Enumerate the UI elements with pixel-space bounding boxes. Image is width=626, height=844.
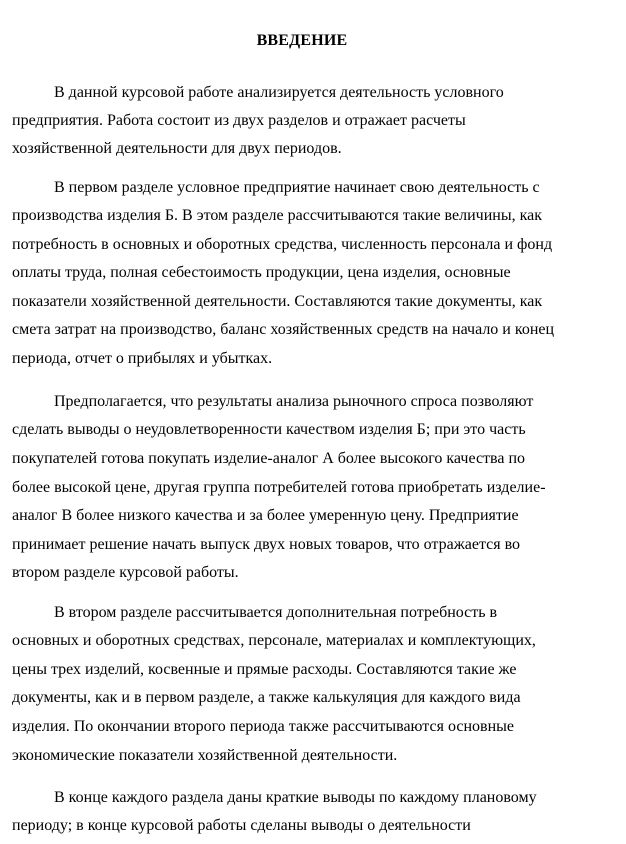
paragraph-1-line-3: хозяйственной деятельности для двух периодов. — [12, 140, 342, 157]
paragraph-4-line-4: документы, как и в первом разделе, а также калькуляция для каждого вида — [12, 689, 521, 706]
paragraph-4-line-5: изделия. По окончании второго периода также рассчитываются основные — [12, 718, 514, 735]
paragraph-4-line-3: цены трех изделий, косвенные и прямые расходы. Составляются такие же — [12, 661, 517, 678]
paragraph-3-line-5: аналог В более низкого качества и за более умеренную цену. Предприятие — [12, 507, 519, 524]
paragraph-2-line-1: В первом разделе условное предприятие начинает свою деятельность с — [54, 179, 540, 196]
paragraph-2-line-2: производства изделия Б. В этом разделе рассчитываются такие величины, как — [12, 207, 542, 224]
paragraph-3-line-1: Предполагается, что результаты анализа рыночного спроса позволяют — [54, 393, 534, 410]
page-title: ВВЕДЕНИЕ — [256, 32, 348, 49]
paragraph-5-line-1: В конце каждого раздела даны краткие выводы по каждому плановому — [54, 789, 537, 806]
paragraph-5-line-2: периоду; в конце курсовой работы сделаны выводы о деятельности — [12, 817, 471, 834]
paragraph-3-line-2: сделать выводы о неудовлетворенности качеством изделия Б; при это часть — [12, 421, 526, 438]
paragraph-1-line-1: В данной курсовой работе анализируется деятельность условного — [54, 84, 504, 101]
paragraph-1-line-2: предприятия. Работа состоит из двух разделов и отражает расчеты — [12, 112, 466, 129]
paragraph-4-line-6: экономические показатели хозяйственной деятельности. — [12, 747, 398, 764]
paragraph-3-line-6: принимает решение начать выпуск двух новых товаров, что отражается во — [12, 536, 521, 553]
paragraph-2-line-4: оплаты труда, полная себестоимость продукции, цена изделия, основные — [12, 264, 511, 281]
paragraph-2-line-7: периода, отчет о прибылях и убытках. — [12, 350, 273, 367]
paragraph-3-line-7: втором разделе курсовой работы. — [12, 564, 239, 581]
paragraph-4-line-2: основных и оборотных средствах, персонале, материалах и комплектующих, — [12, 632, 536, 649]
paragraph-2-line-5: показатели хозяйственной деятельности. Составляются такие документы, как — [12, 293, 543, 310]
paragraph-3-line-4: более высокой цене, другая группа потребителей готова приобретать изделие- — [12, 479, 546, 496]
paragraph-2-line-3: потребность в основных и оборотных средства, численность персонала и фонд — [12, 236, 553, 253]
paragraph-2-line-6: смета затрат на производство, баланс хозяйственных средств на начало и конец — [12, 321, 555, 338]
paragraph-3-line-3: покупателей готова покупать изделие-аналог А более высокого качества по — [12, 450, 526, 467]
paragraph-4-line-1: В втором разделе рассчитывается дополнительная потребность в — [54, 604, 498, 621]
